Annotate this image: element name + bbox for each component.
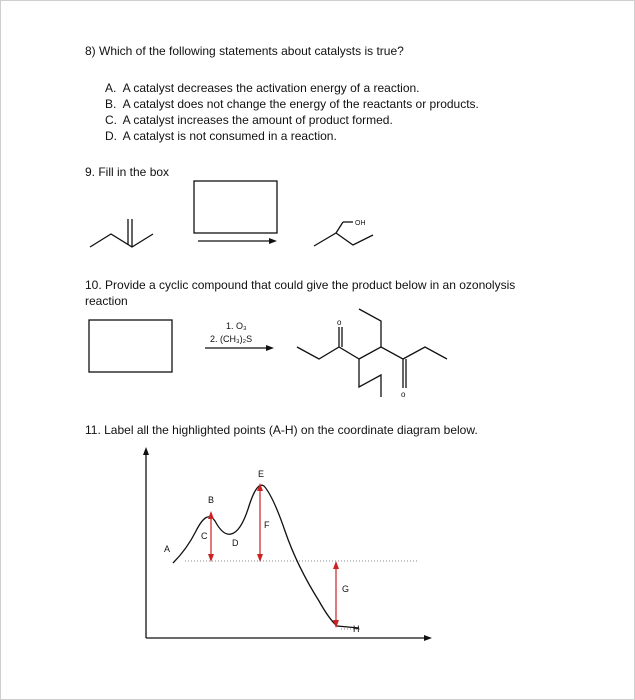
q11-y-axis-arrow <box>143 447 149 455</box>
q11-label-a: A <box>164 544 171 554</box>
q11-arrow-c-tail <box>208 511 214 519</box>
q8-option-letter: A. <box>105 81 117 95</box>
q8-option-text: A catalyst increases the amount of product formed. <box>122 113 393 127</box>
q11-label-c: C <box>201 531 208 541</box>
q10-title-line2: reaction <box>85 294 128 308</box>
q10-arrow-head <box>266 345 274 351</box>
q9-reactant-structure <box>90 234 153 247</box>
q8-option-text: A catalyst decreases the activation energy of a reaction. <box>122 81 420 95</box>
q8-option-letter: D. <box>105 129 117 143</box>
q8-option-letter: B. <box>105 97 117 111</box>
q9-product-structure <box>314 233 373 246</box>
q10-oxygen-top: o <box>337 318 342 327</box>
q8-option-text: A catalyst is not consumed in a reaction. <box>122 129 337 143</box>
q11-label-e: E <box>258 469 265 479</box>
q10-reagent-1: 1. O₃ <box>226 321 247 331</box>
q11-label-d: D <box>232 538 239 548</box>
q8-option-letter: C. <box>105 113 117 127</box>
q10-reagent-2: 2. (CH₃)₂S <box>210 334 253 344</box>
q11-x-axis-arrow <box>424 635 432 641</box>
q10-product-chain <box>381 347 403 388</box>
q8-title: 8) Which of the following statements about catalysts is true? <box>85 44 404 58</box>
q9-product-bond <box>336 222 343 233</box>
drawings <box>1 1 634 699</box>
q10-oxygen-bottom: o <box>401 390 406 399</box>
q10-product-branch <box>359 309 381 359</box>
q11-arrow-g-head <box>333 620 339 628</box>
q11-label-g: G <box>342 584 350 594</box>
q11-arrow-c-head <box>208 554 214 562</box>
q11-label-f: F <box>264 520 270 530</box>
q8-option-text: A catalyst does not change the energy of the reactants or products. <box>122 97 479 111</box>
q10-title-line1: 10. Provide a cyclic compound that could give the product below in an ozonolysis <box>85 278 516 292</box>
q10-answer-box[interactable] <box>89 320 172 372</box>
q11-title: 11. Label all the highlighted points (A-H) on the coordinate diagram below. <box>85 423 478 437</box>
q11-arrow-g-tail <box>333 561 339 569</box>
q11-label-h: H <box>353 624 360 634</box>
q11-label-b: B <box>208 495 215 505</box>
q9-oh-label: OH <box>355 220 366 227</box>
q9-title: 9. Fill in the box <box>85 165 170 179</box>
q10-product-tail <box>403 347 447 359</box>
q9-answer-box[interactable] <box>194 181 277 233</box>
q9-arrow-head <box>269 238 277 244</box>
q11-energy-curve <box>173 485 359 628</box>
